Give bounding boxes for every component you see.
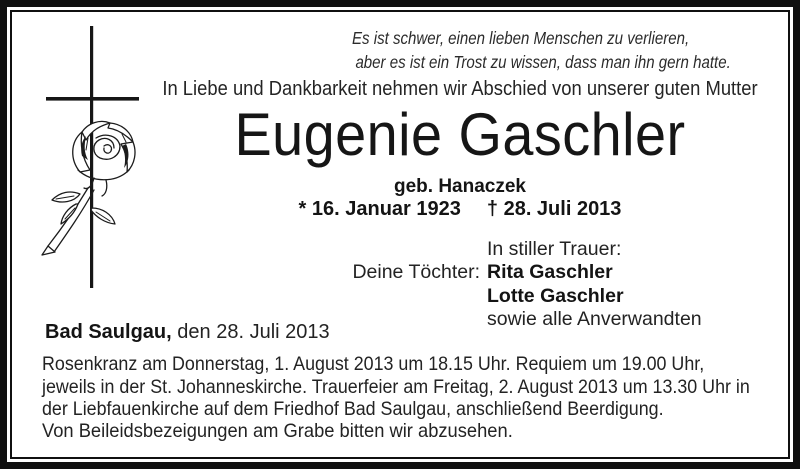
life-dates bbox=[130, 198, 790, 221]
place-name: Bad Saulgau, bbox=[45, 321, 172, 343]
death-date: † 28. Juli 2013 bbox=[486, 198, 622, 220]
mourning-header: In stiller Trauer: bbox=[487, 238, 622, 260]
quote-line: aber es ist ein Trost zu wissen, dass man ihn gern hatte. bbox=[355, 52, 731, 72]
quote-line: Es ist schwer, einen lieben Menschen zu verlieren, bbox=[352, 28, 690, 48]
mourners-label: Deine Töchter: bbox=[352, 261, 480, 283]
mourner-name: Rita Gaschler bbox=[487, 261, 613, 283]
birth-date: * 16. Januar 1923 bbox=[298, 198, 461, 220]
place-date-line bbox=[45, 321, 330, 344]
funeral-details-line: jeweils in der St. Johanneskirche. Trauerfeier am Freitag, 2. August 2013 um 13.30 Uhr in bbox=[42, 376, 750, 398]
deceased-name: Eugenie Gaschler bbox=[234, 101, 686, 168]
mourners-suffix: sowie alle Anverwandten bbox=[487, 308, 702, 330]
mourner-name: Lotte Gaschler bbox=[487, 285, 624, 307]
funeral-details-line: der Liebfauenkirche auf dem Friedhof Bad Saulgau, anschließend Beerdigung. bbox=[42, 399, 664, 420]
funeral-details-line: Rosenkranz am Donnerstag, 1. August 2013 um 18.15 Uhr. Requiem um 19.00 Uhr, bbox=[42, 354, 705, 375]
funeral-details bbox=[42, 354, 750, 422]
maiden-name: geb. Hanaczek bbox=[394, 176, 526, 197]
place-date: den 28. Juli 2013 bbox=[177, 321, 330, 343]
condolence-note: Von Beileidsbezeigungen am Grabe bitten wir abzusehen. bbox=[42, 420, 513, 442]
cross-and-rose-icon bbox=[36, 20, 148, 296]
quote bbox=[352, 26, 731, 74]
intro-line: In Liebe und Dankbarkeit nehmen wir Abschied von unserer guten Mutter bbox=[162, 78, 758, 100]
